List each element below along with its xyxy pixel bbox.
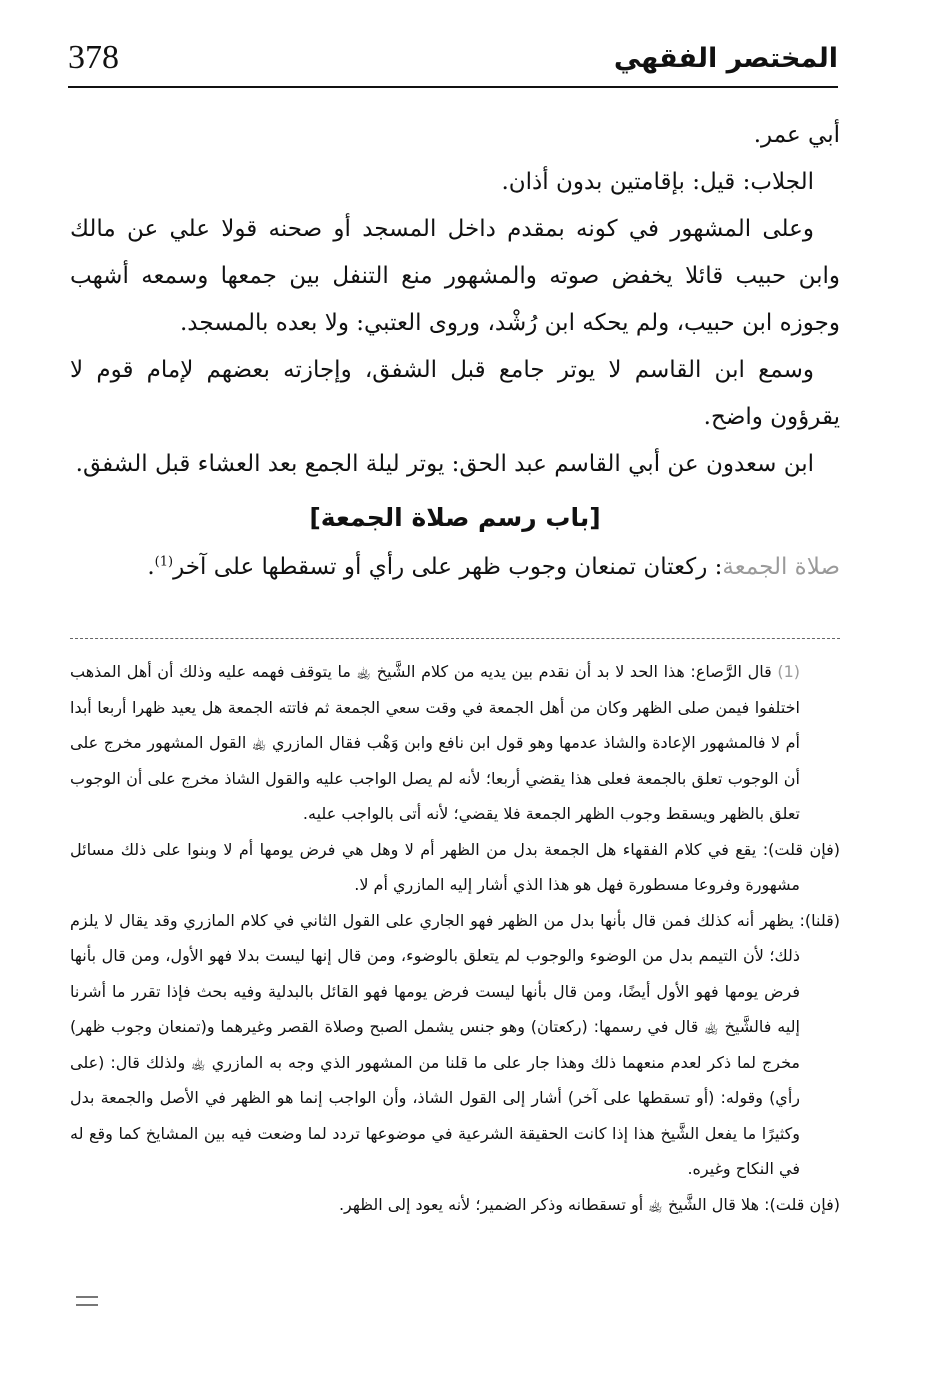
footnotes [70, 654, 840, 1222]
running-title: المختصر الفقهي [613, 43, 838, 74]
footnote-item: (فإن قلت): يقع في كلام الفقهاء هل الجمعة بدل من الظهر أم لا وهل هي فرض يومها أم لا وبنوا على ذلك مسائل مشهورة وفروعا مسطورة فهل هو هذا الذي أشار إليه المازري أم لا. [70, 839, 840, 894]
paragraph: ابن سعدون عن أبي القاسم عبد الحق: يوتر ليلة الجمع بعد العشاء قبل الشفق. [75, 451, 814, 477]
footnote-item: (قلنا): يظهر أنه كذلك فمن قال بأنها بدل من الظهر فهو الجاري على القول الثاني في كلام المازري وقد يقال لا يلزم ذلك؛ لأن التيمم بدل من الوضوء والوجوب لم يتعلق بالوضوء، ومن قال إنها ليست بدلا فهو الأول، ومن قال بأنها فرض يومها فهو الأول أيضًا، ومن قال بأنها ليست فرض يومها فهو القائل بالبدلية وفيه بحث فإذا تقرر ما أشرنا إليه فالشَّيخ ﵀ قال في رسمها: (ركعتان) وهو جنس يشمل الصبح وصلاة القصر وغيرهما و(تمنعان وجوب ظهر) مخرج لما ذكر لعدم منعهما ذلك وهذا جار على ما قلنا من المشهور الذي وجه به المازري ﵀ ولذلك قال: (على رأي) وقوله: (أو تسقطها على آخر) أشار إلى القول الشاذ، وأن الواجب إنما هو الظهر في الأصل والجمعة بدل وكثيرًا ما يفعل الشَّيخ هذا إذا كانت الحقيقة الشرعية في موضوعها تردد لما وضعت فيه بين المشايخ كما وقع له في النكاح وغيره. [70, 910, 840, 1178]
paragraph: وعلى المشهور في كونه بمقدم داخل المسجد أو صحنه قولا علي عن مالك وابن حبيب قائلا يخفض صوته والمشهور منع التنفل بين جمعها وسمعه أشهب وجوزه ابن حبيب، ولم يحكه ابن رُشْد، وروى العتبي: ولا بعده بالمسجد. [70, 216, 840, 336]
paragraph: الجلاب: قيل: بإقامتين بدون أذان. [501, 169, 814, 195]
page-header [68, 38, 838, 88]
footnote-reference[interactable]: (1) [154, 554, 174, 570]
main-text [70, 112, 840, 591]
paragraph: وسمع ابن القاسم لا يوتر جامع قبل الشفق، وإجازته بعضهم لإمام قوم لا يقرؤون واضح. [70, 357, 840, 430]
paragraph: أبي عمر. [753, 122, 840, 148]
definition-term: صلاة الجمعة [722, 554, 840, 580]
definition-end: . [147, 554, 155, 580]
definition-paragraph [70, 544, 840, 591]
page-end-mark [76, 1296, 98, 1306]
footnote-marker: (1) [777, 662, 800, 681]
definition-text: : ركعتان تمنعان وجوب ظهر على رأي أو تسقطها على آخر [173, 554, 723, 580]
footnote-item: (فإن قلت): هلا قال الشَّيخ ﵀ أو تسقطانه وذكر الضمير؛ لأنه يعود إلى الظهر. [338, 1194, 840, 1214]
footnote-item [70, 654, 840, 832]
chapter-heading: [باب رسم صلاة الجمعة] [309, 503, 601, 532]
footnote-text: قال الرَّصاع: هذا الحد لا بد أن نقدم بين يديه من كلام الشَّيخ ﵀ ما يتوقف فهمه عليه وذلك أن أهل المذهب اختلفوا فيمن صلى الظهر وكان من أهل الجمعة في وقت سعي الجمعة ثم فاتته الجمعة هل يعيد ظهرا أربعا أبدا أم لا فالمشهور الإعادة والشاذ عدمها وهو قول ابن نافع وابن وَهْب فقال المازري ﵀ القول المشهور مخرج على أن الوجوب تعلق بالجمعة فعلى هذا يقضي أربعا؛ لأنه لم يصل الواجب عليه والقول الشاذ مخرج على أن الوجوب تعلق بالظهر ويسقط وجوب الظهر الجمعة فلا يقضي؛ لأنه أتى بالواجب عليه. [70, 662, 800, 823]
footnote-divider [70, 638, 840, 639]
page-number: 378 [68, 39, 119, 76]
